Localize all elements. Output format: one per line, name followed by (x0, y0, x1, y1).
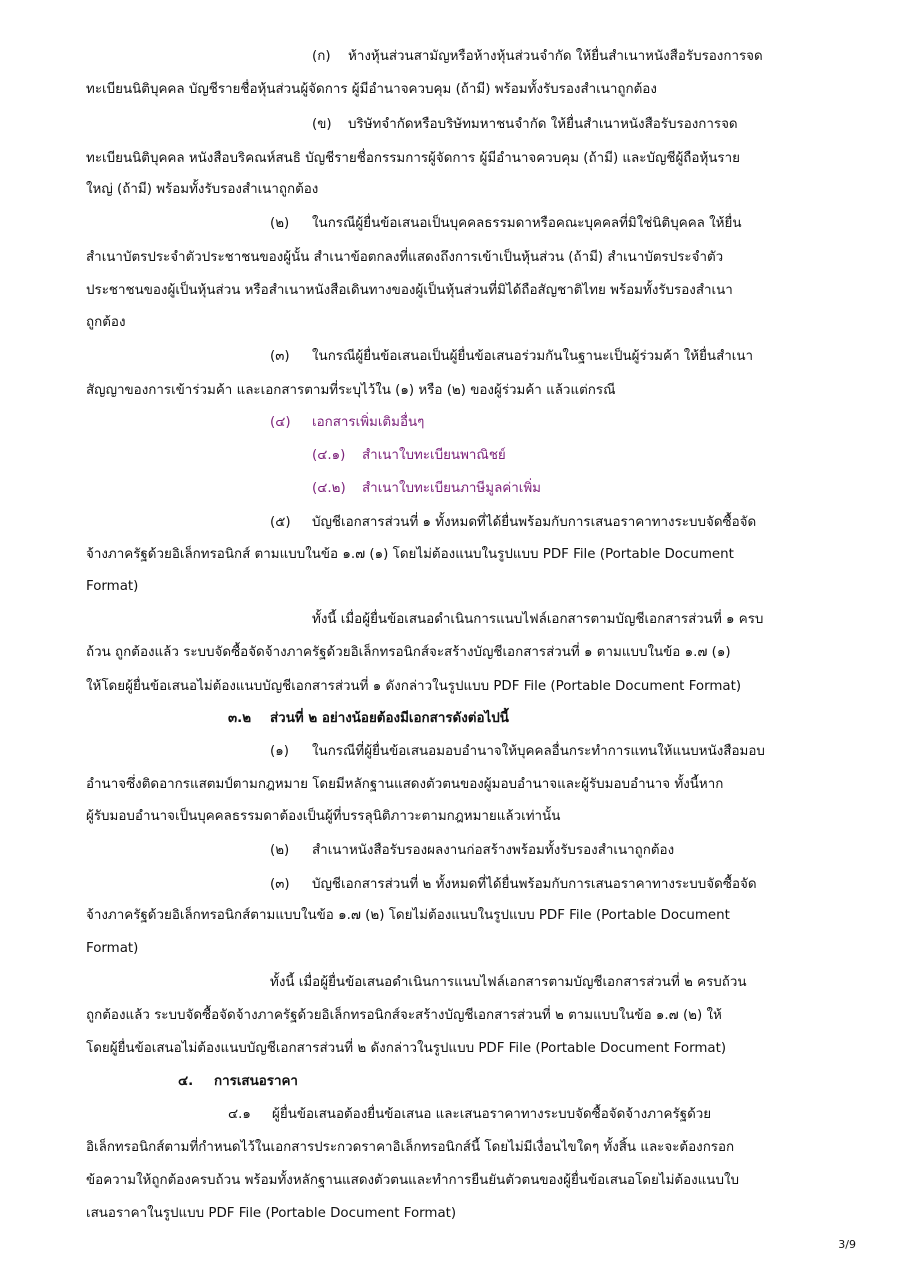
paragraph-line: ประชาชนของผู้เป็นหุ้นส่วน หรือสำเนาหนังสือเดินทางของผู้เป็นหุ้นส่วนที่มิได้ถือสัญชาติไทย พร้อมทั้งรับรองสำเนา (86, 283, 733, 298)
list-item (312, 479, 541, 499)
item-text: ผู้ยื่นข้อเสนอต้องยื่นข้อเสนอ และเสนอราคาทางระบบจัดซื้อจัดจ้างภาครัฐด้วย (272, 1107, 712, 1122)
paragraph-line: ทะเบียนนิติบุคคล บัญชีรายชื่อหุ้นส่วนผู้จัดการ ผู้มีอำนาจควบคุม (ถ้ามี) พร้อมทั้งรับรองสำเนาถูกต้อง (86, 82, 657, 97)
item-number: (๓) (270, 877, 290, 892)
paragraph-line: ทะเบียนนิติบุคคล หนังสือบริคณห์สนธิ บัญชีรายชื่อกรรมการผู้จัดการ ผู้มีอำนาจควบคุม (ถ้ามี) และบัญชีผู้ถือหุ้นราย (86, 151, 740, 166)
list-item (270, 347, 753, 367)
item-number: (ข) (312, 117, 332, 132)
section-title: การเสนอราคา (214, 1074, 298, 1089)
paragraph-line: เสนอราคาในรูปแบบ PDF File (Portable Document Format) (86, 1206, 457, 1221)
list-item (270, 214, 741, 234)
paragraph-line: ถูกต้องแล้ว ระบบจัดซื้อจัดจ้างภาครัฐด้วยอิเล็กทรอนิกส์จะสร้างบัญชีเอกสารส่วนที่ ๒ ตามแบบในข้อ ๑.๗ (๒) ให้ (86, 1008, 722, 1023)
paragraph-line: ทั้งนี้ เมื่อผู้ยื่นข้อเสนอดำเนินการแนบไฟล์เอกสารตามบัญชีเอกสารส่วนที่ ๑ ครบ (312, 612, 764, 627)
item-text: ในกรณีผู้ยื่นข้อเสนอเป็นผู้ยื่นข้อเสนอร่วมกันในฐานะเป็นผู้ร่วมค้า ให้ยื่นสำเนา (312, 349, 754, 364)
paragraph-line: โดยผู้ยื่นข้อเสนอไม่ต้องแนบบัญชีเอกสารส่วนที่ ๒ ดังกล่าวในรูปแบบ PDF File (Portable Document Format) (86, 1041, 727, 1056)
item-text: บัญชีเอกสารส่วนที่ ๒ ทั้งหมดที่ได้ยื่นพร้อมกับการเสนอราคาทางระบบจัดซื้อจัด (312, 877, 757, 892)
item-text: ในกรณีที่ผู้ยื่นข้อเสนอมอบอำนาจให้บุคคลอื่นกระทำการแทนให้แนบหนังสือมอบ (312, 744, 765, 759)
list-item (312, 47, 763, 67)
item-number: (๔.๑) (312, 448, 346, 463)
list-item (270, 742, 765, 762)
paragraph-line: ข้อความให้ถูกต้องครบถ้วน พร้อมทั้งหลักฐานแสดงตัวตนและทำการยืนยันตัวตนของผู้ยื่นข้อเสนอโดยไม่ต้องแนบใบ (86, 1173, 739, 1188)
paragraph-line: อำนาจซึ่งติดอากรแสตมป์ตามกฎหมาย โดยมีหลักฐานแสดงตัวตนของผู้มอบอำนาจและผู้รับมอบอำนาจ ทั้งนี้หาก (86, 777, 724, 792)
list-item (270, 413, 424, 433)
paragraph-line: สำเนาบัตรประจำตัวประชาชนของผู้นั้น สำเนาข้อตกลงที่แสดงถึงการเข้าเป็นหุ้นส่วน (ถ้ามี) สำเนาบัตรประจำตัว (86, 250, 724, 265)
list-item (312, 446, 506, 466)
section-title: ส่วนที่ ๒ อย่างน้อยต้องมีเอกสารดังต่อไปนี้ (270, 711, 509, 726)
item-text: สำเนาใบทะเบียนพาณิชย์ (362, 448, 506, 463)
item-text: สำเนาหนังสือรับรองผลงานก่อสร้างพร้อมทั้งรับรองสำเนาถูกต้อง (312, 843, 675, 858)
paragraph-line: ถ้วน ถูกต้องแล้ว ระบบจัดซื้อจัดจ้างภาครัฐด้วยอิเล็กทรอนิกส์จะสร้างบัญชีเอกสารส่วนที่ ๑ ตามแบบในข้อ ๑.๗ (๑) (86, 645, 731, 660)
paragraph-line: Format) (86, 941, 139, 956)
page-number: 3/9 (838, 1238, 856, 1251)
paragraph-line: ผู้รับมอบอำนาจเป็นบุคคลธรรมดาต้องเป็นผู้ที่บรรลุนิติภาวะตามกฎหมายแล้วเท่านั้น (86, 809, 561, 824)
item-number: (๒) (270, 216, 290, 231)
list-item (270, 875, 757, 895)
section-heading (178, 1072, 298, 1092)
item-text: บัญชีเอกสารส่วนที่ ๑ ทั้งหมดที่ได้ยื่นพร้อมกับการเสนอราคาทางระบบจัดซื้อจัด (312, 515, 757, 530)
item-text: เอกสารเพิ่มเติมอื่นๆ (312, 415, 425, 430)
item-number: (๕) (270, 515, 291, 530)
list-item (228, 1105, 711, 1125)
paragraph-line: ให้โดยผู้ยื่นข้อเสนอไม่ต้องแนบบัญชีเอกสารส่วนที่ ๑ ดังกล่าวในรูปแบบ PDF File (Portable Document Format) (86, 679, 742, 694)
paragraph-line: อิเล็กทรอนิกส์ตามที่กำหนดไว้ในเอกสารประกวดราคาอิเล็กทรอนิกส์นี้ โดยไม่มีเงื่อนไขใดๆ ทั้งสิ้น และจะต้องกรอก (86, 1140, 735, 1155)
paragraph-line: สัญญาของการเข้าร่วมค้า และเอกสารตามที่ระบุไว้ใน (๑) หรือ (๒) ของผู้ร่วมค้า แล้วแต่กรณี (86, 383, 616, 398)
paragraph-line: จ้างภาครัฐด้วยอิเล็กทรอนิกส์ตามแบบในข้อ ๑.๗ (๒) โดยไม่ต้องแนบในรูปแบบ PDF File (Portable Document (86, 908, 730, 923)
item-number: (๒) (270, 843, 290, 858)
paragraph-line: ใหญ่ (ถ้ามี) พร้อมทั้งรับรองสำเนาถูกต้อง (86, 182, 319, 197)
paragraph-line: จ้างภาครัฐด้วยอิเล็กทรอนิกส์ ตามแบบในข้อ ๑.๗ (๑) โดยไม่ต้องแนบในรูปแบบ PDF File (Portable Document (86, 547, 734, 562)
item-number: (๑) (270, 744, 289, 759)
paragraph-line: ทั้งนี้ เมื่อผู้ยื่นข้อเสนอดำเนินการแนบไฟล์เอกสารตามบัญชีเอกสารส่วนที่ ๒ ครบถ้วน (270, 975, 747, 990)
item-text: ห้างหุ้นส่วนสามัญหรือห้างหุ้นส่วนจำกัด ให้ยื่นสำเนาหนังสือรับรองการจด (348, 49, 763, 64)
section-number: ๓.๒ (228, 711, 252, 726)
item-text: ในกรณีผู้ยื่นข้อเสนอเป็นบุคคลธรรมดาหรือคณะบุคคลที่มิใช่นิติบุคคล ให้ยื่น (312, 216, 742, 231)
list-item (312, 115, 738, 135)
item-number: (๔.๒) (312, 481, 346, 496)
paragraph-line: Format) (86, 579, 139, 594)
paragraph-line: ถูกต้อง (86, 315, 126, 330)
list-item (270, 513, 756, 533)
section-number: ๔. (178, 1074, 194, 1089)
section-heading (228, 709, 509, 729)
item-number: (ก) (312, 49, 331, 64)
item-text: สำเนาใบทะเบียนภาษีมูลค่าเพิ่ม (362, 481, 541, 496)
list-item (270, 841, 674, 861)
item-number: (๔) (270, 415, 291, 430)
item-text: บริษัทจำกัดหรือบริษัทมหาชนจำกัด ให้ยื่นสำเนาหนังสือรับรองการจด (348, 117, 738, 132)
item-number: (๓) (270, 349, 290, 364)
item-number: ๔.๑ (228, 1107, 251, 1122)
